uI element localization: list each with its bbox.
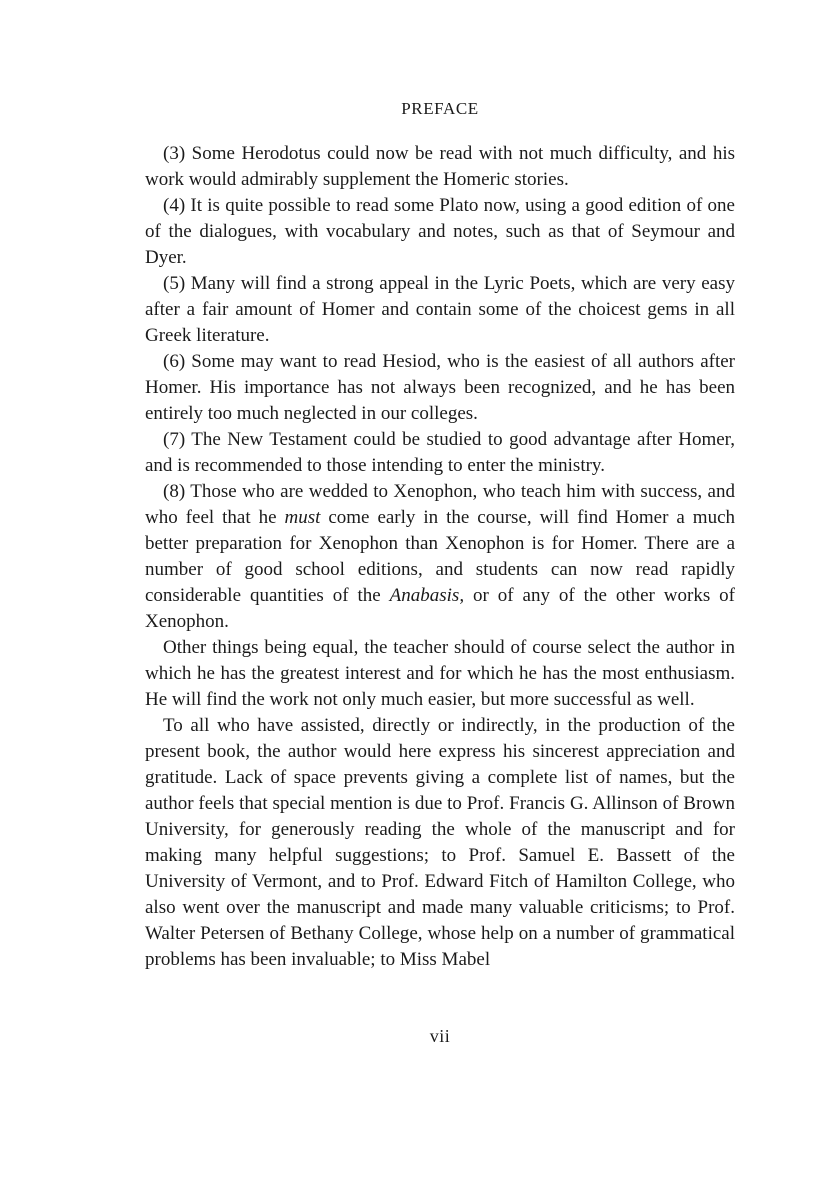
xenophon-text-3: or of any of the other works of Xenophon. bbox=[145, 585, 735, 632]
body-text bbox=[145, 141, 735, 973]
page-number: vii bbox=[429, 1026, 451, 1046]
paragraph-lyric-poets: (5) Many will find a strong appeal in the Lyric Poets, which are very easy after a fair amount of Homer and contain some of the choicest gems in all Greek literature. bbox=[145, 273, 735, 346]
paragraph-plato: (4) It is quite possible to read some Plato now, using a good edition of one of the dialogues, with vocabulary and notes, such as that of Seymour and Dyer. bbox=[145, 195, 735, 268]
paragraph-herodotus: (3) Some Herodotus could now be read with not much difficulty, and his work would admirably supplement the Homeric stories. bbox=[145, 143, 735, 190]
xenophon-title-anabasis: Anabasis, bbox=[389, 585, 465, 606]
paragraph-hesiod: (6) Some may want to read Hesiod, who is the easiest of all authors after Homer. His importance has not always been recognized, and he has been entirely too much neglected in our colleges. bbox=[145, 351, 735, 424]
paragraph-xenophon bbox=[145, 479, 735, 635]
xenophon-text-1: (8) Those who are wedded to Xenophon, who teach him with success, and who feel that he bbox=[145, 481, 735, 528]
paragraph-acknowledgements: To all who have assisted, directly or indirectly, in the production of the present book, the author would here express his sincerest appreciation and gratitude. Lack of space prevents giving a complete list of names, but the author feels that special mention is due to Prof. Francis G. Allinson of Brown University, for generously reading the whole of the manuscript and for making many helpful suggestions; to Prof. Samuel E. Bassett of the University of Vermont, and to Prof. Edward Fitch of Hamilton College, who also went over the manuscript and made many valuable criticisms; to Prof. Walter Petersen of Bethany College, whose help on a number of grammatical problems has been invaluable; to Miss Mabel bbox=[145, 715, 735, 970]
xenophon-emphasis-must: must bbox=[284, 507, 321, 528]
paragraph-teacher-choice: Other things being equal, the teacher should of course select the author in which he has the greatest interest and for which he has the most enthusiasm. He will find the work not only much easier, but more successful as well. bbox=[145, 637, 735, 710]
xenophon-text-2: come early in the course, will find Homer a much better preparation for Xenophon than Xenophon is for Homer. There are a number of good school editions, and students can now read rapidly considerable quantities of the bbox=[145, 507, 735, 606]
paragraph-new-testament: (7) The New Testament could be studied to good advantage after Homer, and is recommended to those intending to enter the ministry. bbox=[145, 429, 735, 476]
running-header: PREFACE bbox=[401, 99, 479, 118]
